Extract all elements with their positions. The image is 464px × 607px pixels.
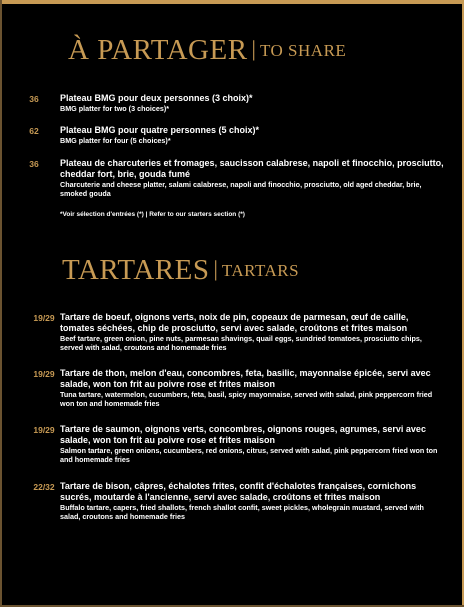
item-name-en: Charcuterie and cheese platter, salami calabrese, napoli and finocchio, prosciutto, old aged cheddar, brie, smoked gouda: [60, 180, 422, 198]
item-name-fr: Tartare de boeuf, oignons verts, noix de pin, copeaux de parmesan, œuf de caille, tomates séchées, chip de prosciutto, servi avec salade, croûtons et frites maison: [60, 312, 409, 333]
section-title-to-share: [68, 34, 346, 67]
item-description: [60, 481, 444, 521]
item-price: 36: [29, 94, 39, 104]
item-name-fr: Plateau BMG pour quatre personnes (5 choix)*: [60, 125, 260, 135]
item-name-en: BMG platter for four (5 choices)*: [60, 136, 171, 145]
section-title-tartars: [62, 254, 299, 287]
item-name-en: Beef tartare, green onion, pine nuts, parmesan shavings, quail eggs, sundried tomatoes, prosciutto chips, served with salad, croutons and homemade fries: [60, 334, 422, 352]
item-description: [60, 424, 444, 464]
item-description: [60, 368, 444, 408]
item-description: [60, 125, 444, 145]
section-title-sub: TO SHARE: [259, 41, 347, 60]
item-description: [60, 158, 444, 198]
item-name-fr: Plateau BMG pour deux personnes (3 choix)*: [60, 93, 253, 103]
frame-top-border: [0, 0, 464, 4]
section-title-main: À PARTAGER: [68, 34, 248, 66]
item-price: 62: [29, 126, 39, 136]
section-title-separator: |: [213, 256, 218, 281]
item-price: 19/29: [33, 369, 55, 379]
section-title-separator: |: [251, 36, 256, 61]
item-description: [60, 93, 444, 113]
item-name-en: Salmon tartare, green onions, cucumbers, red onions, citrus, served with salad, pink peppercorn fried won ton and homemade fries: [60, 446, 438, 464]
frame-left-border: [0, 0, 2, 607]
starters-note: *Voir sélection d'entrées (*) | Refer to our starters section (*): [60, 211, 245, 218]
item-name-en: BMG platter for two (3 choices)*: [60, 104, 170, 113]
item-price: 19/29: [33, 425, 55, 435]
section-title-main: TARTARES: [62, 254, 210, 286]
item-name-fr: Tartare de bison, câpres, échalotes frites, confit d'échalotes françaises, cornichons sucrés, moutarde à l'ancienne, servi avec salade, croûtons et frites maison: [60, 481, 417, 502]
item-price: 22/32: [33, 482, 55, 492]
item-name-fr: Plateau de charcuteries et fromages, saucisson calabrese, napoli et finocchio, prosciutto, cheddar fort, brie, gouda fumé: [60, 158, 444, 179]
item-name-fr: Tartare de thon, melon d'eau, concombres, feta, basilic, mayonnaise épicée, servi avec salade, won ton frit au poivre rose et frites maison: [60, 368, 431, 389]
section-title-sub: TARTARS: [221, 261, 300, 280]
item-price: 36: [29, 159, 39, 169]
item-description: [60, 312, 444, 352]
item-name-en: Tuna tartare, watermelon, cucumbers, feta, basil, spicy mayonnaise, served with salad, pink peppercorn fried won ton and homemade fries: [60, 390, 433, 408]
item-name-en: Buffalo tartare, capers, fried shallots, french shallot confit, sweet pickles, wholegrain mustard, served with salad, croutons and homemade fries: [60, 503, 424, 521]
item-name-fr: Tartare de saumon, oignons verts, concombres, oignons rouges, agrumes, servi avec salade, won ton frit au poivre rose et frites maison: [60, 424, 426, 445]
item-price: 19/29: [33, 313, 55, 323]
